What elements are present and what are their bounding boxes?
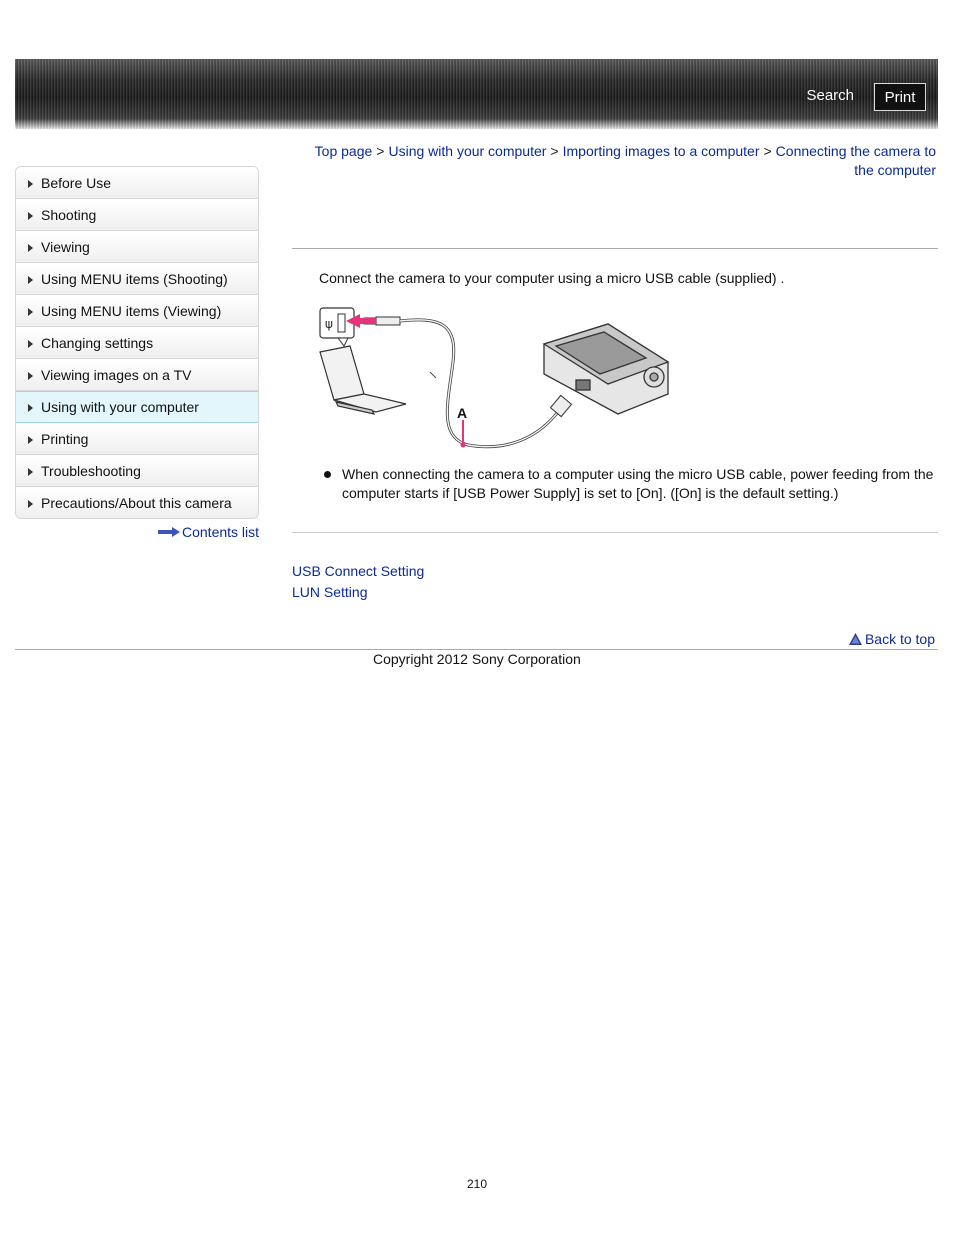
triangle-right-icon: [28, 340, 33, 348]
triangle-right-icon: [28, 212, 33, 220]
sidebar-item-before-use[interactable]: [16, 167, 258, 199]
triangle-right-icon: [28, 500, 33, 508]
sidebar-nav: [15, 166, 259, 519]
sidebar-item-troubleshooting[interactable]: [16, 455, 258, 487]
triangle-right-icon: [28, 308, 33, 316]
breadcrumb-importing-images[interactable]: Importing images to a computer: [562, 143, 760, 159]
footer-divider: [15, 649, 938, 650]
search-link[interactable]: Search: [806, 87, 854, 104]
laptop-image: [320, 346, 406, 414]
page-number: 210: [466, 1177, 488, 1191]
contents-list-label: Contents list: [182, 524, 260, 540]
triangle-right-icon: [28, 276, 33, 284]
sidebar-item-label: Troubleshooting: [41, 463, 141, 479]
triangle-right-icon: [28, 404, 33, 412]
sidebar-item-label: Using MENU items (Viewing): [41, 303, 222, 319]
contents-list-link[interactable]: [158, 524, 259, 540]
arrow-right-icon: [158, 527, 180, 537]
bullet-icon: [324, 471, 331, 478]
sidebar-item-label: Viewing: [41, 239, 90, 255]
sidebar-item-label: Before Use: [41, 175, 112, 191]
breadcrumb-separator: >: [376, 143, 385, 159]
related-link-usb-connect-setting[interactable]: USB Connect Setting: [292, 563, 425, 579]
sidebar-item-menu-viewing[interactable]: [16, 295, 258, 327]
sidebar-item-using-with-computer[interactable]: [15, 391, 259, 423]
sidebar-item-label: Viewing images on a TV: [41, 367, 192, 383]
usb-connection-illustration: [318, 302, 678, 452]
sidebar-item-label: Precautions/About this camera: [41, 495, 232, 511]
sidebar-item-shooting[interactable]: [16, 199, 258, 231]
top-header-bar: [15, 59, 938, 129]
breadcrumb-separator: >: [763, 143, 772, 159]
triangle-right-icon: [28, 436, 33, 444]
intro-text: Connect the camera to your computer using a micro USB cable (supplied) .: [319, 270, 785, 286]
triangle-right-icon: [28, 468, 33, 476]
triangle-up-icon: [849, 633, 862, 645]
related-links: [292, 561, 424, 603]
breadcrumb-top-page[interactable]: Top page: [314, 143, 373, 159]
breadcrumb: [292, 142, 936, 180]
note-bullet: [320, 465, 936, 503]
back-to-top-label: Back to top: [864, 631, 935, 647]
print-button[interactable]: Print: [874, 83, 926, 111]
breadcrumb-using-with-computer[interactable]: Using with your computer: [388, 143, 547, 159]
title-divider: [292, 248, 938, 249]
back-to-top-link[interactable]: [849, 631, 935, 647]
note-text: When connecting the camera to a computer using the micro USB cable, power feeding from the computer starts if [USB Power Supply] is set to [On]. ([On] is the default setting.): [342, 466, 934, 501]
sidebar-item-viewing-on-tv[interactable]: [16, 359, 258, 391]
sidebar-item-label: Changing settings: [41, 335, 154, 351]
section-divider: [292, 532, 938, 533]
breadcrumb-separator: >: [550, 143, 559, 159]
triangle-right-icon: [28, 244, 33, 252]
sidebar-item-viewing[interactable]: [16, 231, 258, 263]
sidebar-item-label: Using MENU items (Shooting): [41, 271, 228, 287]
sidebar-item-label: Using with your computer: [41, 399, 199, 415]
usb-port-icon: [320, 308, 354, 346]
related-link-lun-setting[interactable]: LUN Setting: [292, 584, 368, 600]
breadcrumb-current-page[interactable]: Connecting the camera to the computer: [775, 143, 936, 178]
svg-text:ψ: ψ: [325, 317, 333, 331]
copyright-text: Copyright 2012 Sony Corporation: [373, 651, 581, 667]
sidebar-item-label: Printing: [41, 431, 89, 447]
triangle-right-icon: [28, 372, 33, 380]
svg-text:A: A: [457, 405, 468, 421]
sidebar-item-precautions[interactable]: [16, 487, 258, 518]
triangle-right-icon: [28, 180, 33, 188]
sidebar-item-changing-settings[interactable]: [16, 327, 258, 359]
sidebar-item-label: Shooting: [41, 207, 97, 223]
sidebar-item-menu-shooting[interactable]: [16, 263, 258, 295]
sidebar-item-printing[interactable]: [16, 423, 258, 455]
